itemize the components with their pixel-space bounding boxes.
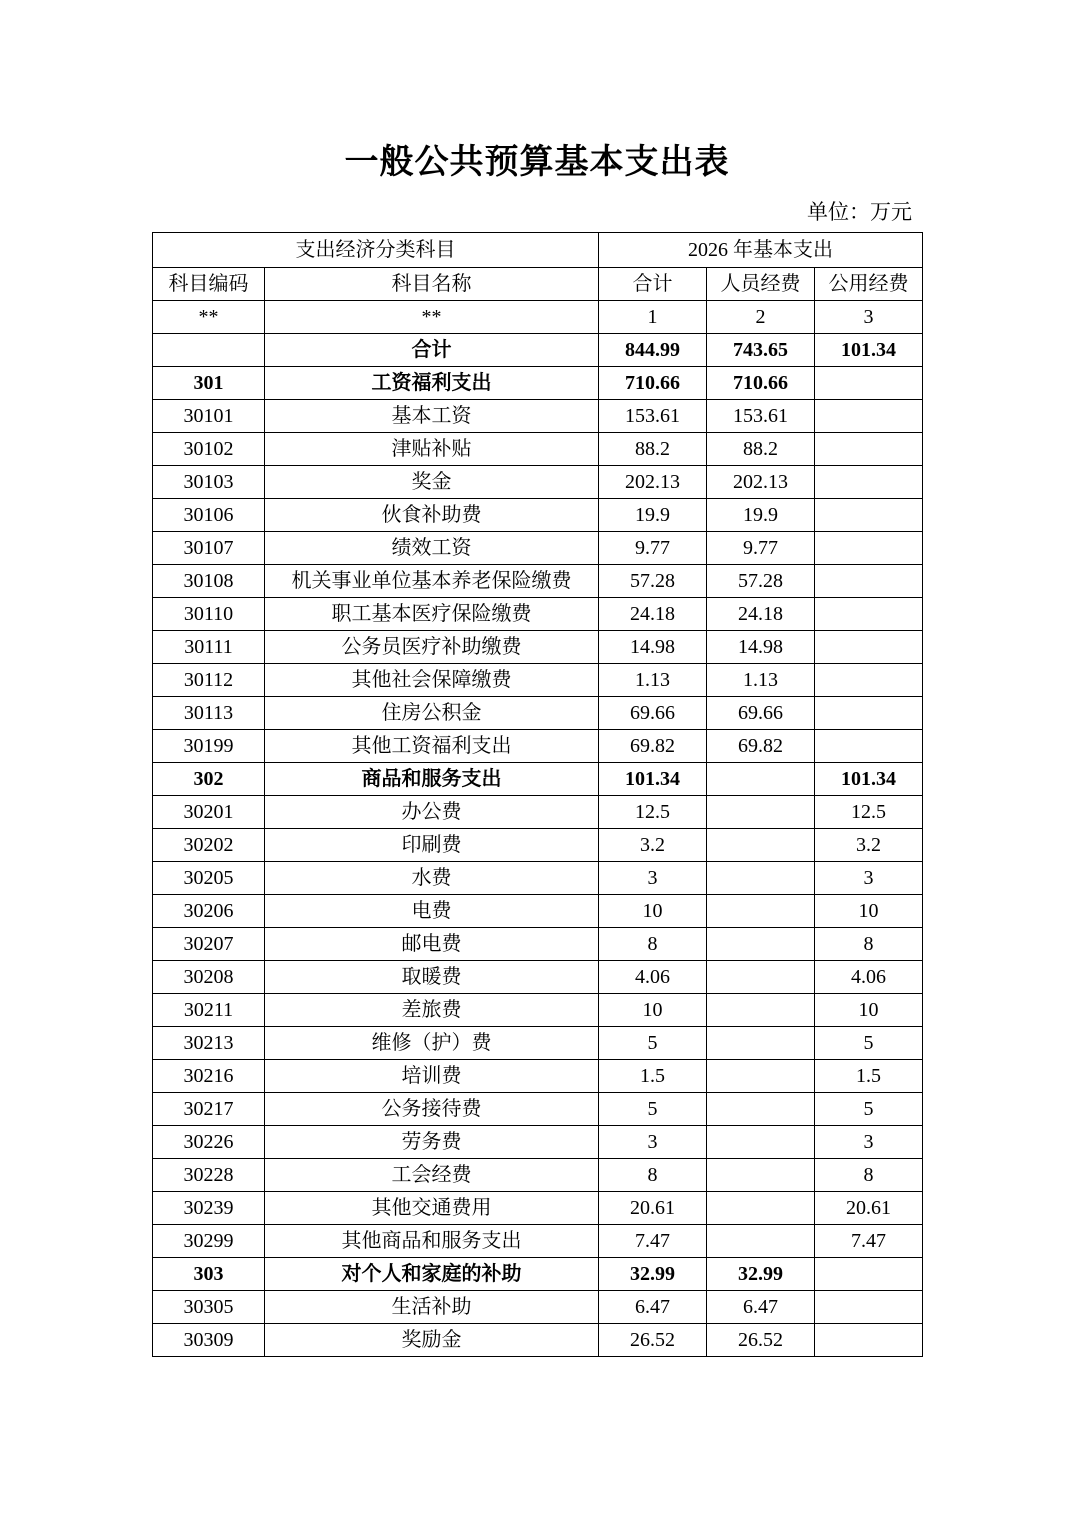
cell-personnel <box>707 1060 815 1093</box>
cell-total: 9.77 <box>599 532 707 565</box>
cell-code: 30111 <box>153 631 265 664</box>
cell-code: 30205 <box>153 862 265 895</box>
cell-personnel: 57.28 <box>707 565 815 598</box>
cell-name: 办公费 <box>265 796 599 829</box>
index-code: ** <box>153 301 265 334</box>
header-col-public: 公用经费 <box>815 268 923 301</box>
cell-total: 14.98 <box>599 631 707 664</box>
table-row <box>153 466 923 499</box>
cell-public <box>815 466 923 499</box>
cell-public: 8 <box>815 928 923 961</box>
cell-public <box>815 532 923 565</box>
table-row <box>153 1225 923 1258</box>
cell-personnel <box>707 1093 815 1126</box>
cell-code: 30101 <box>153 400 265 433</box>
cell-public <box>815 1258 923 1291</box>
cell-total: 3 <box>599 1126 707 1159</box>
header-group-left: 支出经济分类科目 <box>153 233 599 268</box>
cell-personnel: 69.82 <box>707 730 815 763</box>
table-row <box>153 532 923 565</box>
cell-code: 30207 <box>153 928 265 961</box>
table-row <box>153 1027 923 1060</box>
cell-code: 30226 <box>153 1126 265 1159</box>
cell-public: 1.5 <box>815 1060 923 1093</box>
cell-personnel: 32.99 <box>707 1258 815 1291</box>
cell-code: 30201 <box>153 796 265 829</box>
table-row-subtotal <box>153 763 923 796</box>
cell-code: 301 <box>153 367 265 400</box>
cell-public <box>815 1291 923 1324</box>
cell-code: 30106 <box>153 499 265 532</box>
budget-table <box>152 232 923 1357</box>
cell-name: 邮电费 <box>265 928 599 961</box>
cell-total: 24.18 <box>599 598 707 631</box>
cell-name: 机关事业单位基本养老保险缴费 <box>265 565 599 598</box>
cell-code: 30199 <box>153 730 265 763</box>
cell-name: 取暖费 <box>265 961 599 994</box>
table-row <box>153 895 923 928</box>
cell-name: 绩效工资 <box>265 532 599 565</box>
cell-code: 30305 <box>153 1291 265 1324</box>
cell-personnel: 69.66 <box>707 697 815 730</box>
cell-public: 101.34 <box>815 763 923 796</box>
cell-name: 差旅费 <box>265 994 599 1027</box>
index-personnel: 2 <box>707 301 815 334</box>
cell-name: 其他商品和服务支出 <box>265 1225 599 1258</box>
cell-public: 5 <box>815 1093 923 1126</box>
cell-code: 30108 <box>153 565 265 598</box>
cell-name: 其他社会保障缴费 <box>265 664 599 697</box>
header-row-group <box>153 233 923 268</box>
cell-code: 30202 <box>153 829 265 862</box>
index-name: ** <box>265 301 599 334</box>
cell-public <box>815 400 923 433</box>
table-row-subtotal <box>153 367 923 400</box>
cell-personnel <box>707 961 815 994</box>
cell-name: 商品和服务支出 <box>265 763 599 796</box>
index-public: 3 <box>815 301 923 334</box>
cell-total: 710.66 <box>599 367 707 400</box>
cell-personnel: 743.65 <box>707 334 815 367</box>
header-row-columns <box>153 268 923 301</box>
table-row <box>153 829 923 862</box>
cell-total: 69.66 <box>599 697 707 730</box>
cell-total: 1.13 <box>599 664 707 697</box>
table-row <box>153 730 923 763</box>
table-row-subtotal <box>153 334 923 367</box>
cell-name: 津贴补贴 <box>265 433 599 466</box>
cell-personnel <box>707 1159 815 1192</box>
table-row <box>153 862 923 895</box>
cell-total: 69.82 <box>599 730 707 763</box>
cell-personnel <box>707 829 815 862</box>
cell-code: 302 <box>153 763 265 796</box>
cell-total: 88.2 <box>599 433 707 466</box>
cell-total: 3 <box>599 862 707 895</box>
cell-code <box>153 334 265 367</box>
cell-public <box>815 631 923 664</box>
header-col-total: 合计 <box>599 268 707 301</box>
table-row <box>153 796 923 829</box>
cell-personnel <box>707 895 815 928</box>
cell-public: 3 <box>815 862 923 895</box>
cell-total: 8 <box>599 1159 707 1192</box>
cell-total: 153.61 <box>599 400 707 433</box>
cell-name: 维修（护）费 <box>265 1027 599 1060</box>
table-row <box>153 1093 923 1126</box>
cell-personnel: 24.18 <box>707 598 815 631</box>
cell-public <box>815 1324 923 1357</box>
cell-code: 30206 <box>153 895 265 928</box>
cell-total: 3.2 <box>599 829 707 862</box>
cell-name: 工资福利支出 <box>265 367 599 400</box>
cell-public <box>815 433 923 466</box>
cell-total: 10 <box>599 994 707 1027</box>
cell-name: 其他交通费用 <box>265 1192 599 1225</box>
table-row <box>153 631 923 664</box>
table-row <box>153 565 923 598</box>
cell-public: 101.34 <box>815 334 923 367</box>
cell-total: 5 <box>599 1093 707 1126</box>
cell-total: 4.06 <box>599 961 707 994</box>
cell-public: 12.5 <box>815 796 923 829</box>
table-row <box>153 664 923 697</box>
cell-name: 劳务费 <box>265 1126 599 1159</box>
page-title: 一般公共预算基本支出表 <box>344 144 730 181</box>
cell-name: 培训费 <box>265 1060 599 1093</box>
cell-public <box>815 367 923 400</box>
cell-total: 20.61 <box>599 1192 707 1225</box>
cell-personnel <box>707 796 815 829</box>
cell-code: 30112 <box>153 664 265 697</box>
cell-public <box>815 598 923 631</box>
cell-code: 30309 <box>153 1324 265 1357</box>
header-row-index <box>153 301 923 334</box>
cell-personnel: 202.13 <box>707 466 815 499</box>
cell-public: 20.61 <box>815 1192 923 1225</box>
cell-public <box>815 664 923 697</box>
cell-personnel <box>707 928 815 961</box>
cell-name: 印刷费 <box>265 829 599 862</box>
cell-code: 30103 <box>153 466 265 499</box>
cell-public: 10 <box>815 895 923 928</box>
cell-code: 30228 <box>153 1159 265 1192</box>
table-row <box>153 697 923 730</box>
cell-personnel <box>707 1126 815 1159</box>
cell-public: 3.2 <box>815 829 923 862</box>
cell-total: 7.47 <box>599 1225 707 1258</box>
table-row <box>153 598 923 631</box>
cell-total: 202.13 <box>599 466 707 499</box>
cell-total: 5 <box>599 1027 707 1060</box>
cell-name: 对个人和家庭的补助 <box>265 1258 599 1291</box>
cell-total: 26.52 <box>599 1324 707 1357</box>
cell-personnel <box>707 994 815 1027</box>
cell-name: 住房公积金 <box>265 697 599 730</box>
cell-name: 伙食补助费 <box>265 499 599 532</box>
cell-code: 30217 <box>153 1093 265 1126</box>
table-row-subtotal <box>153 1258 923 1291</box>
cell-total: 6.47 <box>599 1291 707 1324</box>
cell-personnel <box>707 1192 815 1225</box>
table-row <box>153 961 923 994</box>
cell-name: 生活补助 <box>265 1291 599 1324</box>
cell-personnel <box>707 763 815 796</box>
table-row <box>153 1291 923 1324</box>
cell-code: 30113 <box>153 697 265 730</box>
cell-total: 57.28 <box>599 565 707 598</box>
cell-public <box>815 697 923 730</box>
cell-personnel: 14.98 <box>707 631 815 664</box>
header-col-name: 科目名称 <box>265 268 599 301</box>
cell-total: 32.99 <box>599 1258 707 1291</box>
cell-name: 奖励金 <box>265 1324 599 1357</box>
cell-code: 303 <box>153 1258 265 1291</box>
cell-public: 5 <box>815 1027 923 1060</box>
cell-personnel <box>707 1225 815 1258</box>
cell-name: 电费 <box>265 895 599 928</box>
cell-name: 水费 <box>265 862 599 895</box>
cell-public: 7.47 <box>815 1225 923 1258</box>
cell-name: 合计 <box>265 334 599 367</box>
cell-name: 工会经费 <box>265 1159 599 1192</box>
cell-public <box>815 730 923 763</box>
cell-name: 公务员医疗补助缴费 <box>265 631 599 664</box>
cell-code: 30102 <box>153 433 265 466</box>
cell-personnel <box>707 1027 815 1060</box>
cell-code: 30208 <box>153 961 265 994</box>
cell-personnel: 9.77 <box>707 532 815 565</box>
cell-public: 3 <box>815 1126 923 1159</box>
cell-total: 844.99 <box>599 334 707 367</box>
cell-personnel: 19.9 <box>707 499 815 532</box>
cell-public <box>815 499 923 532</box>
cell-total: 8 <box>599 928 707 961</box>
cell-personnel: 1.13 <box>707 664 815 697</box>
table-row <box>153 1159 923 1192</box>
cell-name: 职工基本医疗保险缴费 <box>265 598 599 631</box>
cell-public: 8 <box>815 1159 923 1192</box>
cell-public: 10 <box>815 994 923 1027</box>
cell-public: 4.06 <box>815 961 923 994</box>
cell-code: 30239 <box>153 1192 265 1225</box>
table-row <box>153 994 923 1027</box>
cell-total: 10 <box>599 895 707 928</box>
table-row <box>153 1126 923 1159</box>
table-row <box>153 499 923 532</box>
cell-personnel: 88.2 <box>707 433 815 466</box>
cell-name: 公务接待费 <box>265 1093 599 1126</box>
cell-personnel: 6.47 <box>707 1291 815 1324</box>
table-row <box>153 433 923 466</box>
cell-code: 30110 <box>153 598 265 631</box>
header-col-personnel: 人员经费 <box>707 268 815 301</box>
table-row <box>153 928 923 961</box>
cell-personnel: 153.61 <box>707 400 815 433</box>
table-row <box>153 1192 923 1225</box>
cell-code: 30216 <box>153 1060 265 1093</box>
cell-total: 12.5 <box>599 796 707 829</box>
cell-personnel: 710.66 <box>707 367 815 400</box>
cell-code: 30213 <box>153 1027 265 1060</box>
cell-name: 奖金 <box>265 466 599 499</box>
cell-name: 其他工资福利支出 <box>265 730 599 763</box>
cell-personnel <box>707 862 815 895</box>
cell-total: 1.5 <box>599 1060 707 1093</box>
cell-code: 30211 <box>153 994 265 1027</box>
table-row <box>153 1324 923 1357</box>
cell-name: 基本工资 <box>265 400 599 433</box>
table-row <box>153 1060 923 1093</box>
cell-personnel: 26.52 <box>707 1324 815 1357</box>
cell-code: 30107 <box>153 532 265 565</box>
table-row <box>153 400 923 433</box>
cell-public <box>815 565 923 598</box>
cell-code: 30299 <box>153 1225 265 1258</box>
header-col-code: 科目编码 <box>153 268 265 301</box>
cell-total: 101.34 <box>599 763 707 796</box>
header-group-right: 2026 年基本支出 <box>599 233 923 268</box>
index-total: 1 <box>599 301 707 334</box>
budget-table-body <box>153 233 923 1357</box>
cell-total: 19.9 <box>599 499 707 532</box>
unit-label: 单位：万元 <box>807 200 912 224</box>
